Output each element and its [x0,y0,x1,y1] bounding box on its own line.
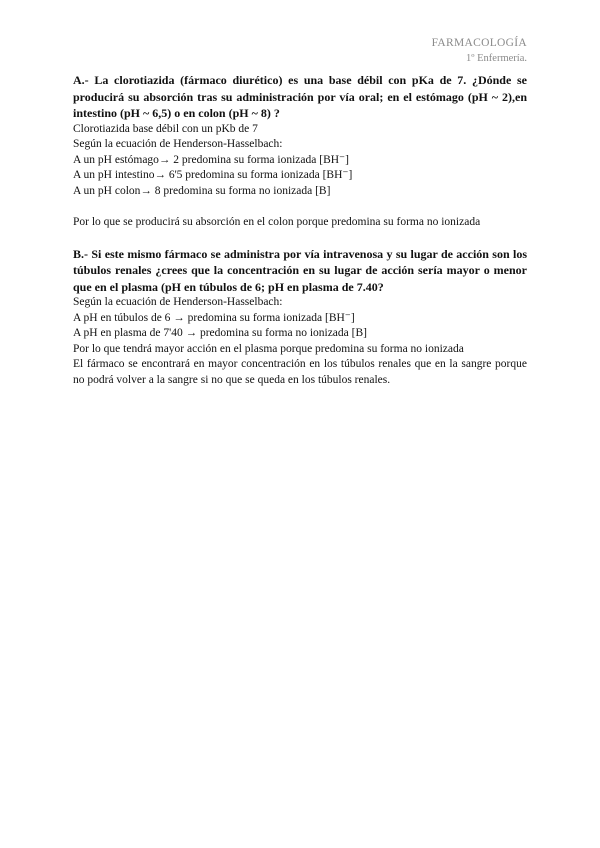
section-b [73,246,527,389]
paragraph-spacer [73,199,527,215]
section-a [73,72,527,231]
answer-b-line: Por lo que tendrá mayor acción en el plasma porque predomina su forma no ionizada [73,342,464,355]
answer-b-line: Según la ecuación de Henderson-Hasselbach: [73,296,283,308]
document-body [73,72,527,388]
question-a: A.- La clorotiazida (fármaco diurético) es una base débil con pKa de 7. ¿Dónde se producirá su absorción tras su administración por vía oral; en el estómago (pH ~ 2),en intestino (pH ~ 6,5) o en colon (pH ~ 8) ? [73,73,527,120]
answer-a-line: A un pH intestino→ 6'5 predomina su forma ionizada [BH⁻] [73,169,353,181]
answer-b-final-paragraph: El fármaco se encontrará en mayor concentración en los túbulos renales que en la sangre porque no podrá volver a la sangre si no que se queda en los túbulos renales. [73,358,527,386]
answer-a-line: Según la ecuación de Henderson-Hasselbach: [73,138,283,150]
answer-a-line: A un pH colon→ 8 predomina su forma no ionizada [B] [73,184,331,197]
answer-a-line: A un pH estómago→ 2 predomina su forma ionizada [BH⁻] [73,153,349,166]
header-course: 1º Enfermería. [466,53,527,64]
answer-a-line: Clorotiazida base débil con un pKb de 7 [73,122,258,135]
answer-b-line: A pH en plasma de 7'40 → predomina su forma no ionizada [B] [73,327,367,339]
question-b: B.- Si este mismo fármaco se administra por vía intravenosa y su lugar de acción son los túbulos renales ¿crees que la concentración en su lugar de acción sería mayor o menor que en el plasma (pH en túbulos de 6; pH en plasma de 7.40? [73,246,527,294]
section-spacer [73,231,527,246]
page-header [432,36,527,66]
header-subject: FARMACOLOGÍA [431,37,527,49]
answer-b-line: A pH en túbulos de 6 → predomina su forma ionizada [BH⁻] [73,311,355,324]
answer-a-conclusion: Por lo que se producirá su absorción en el colon porque predomina su forma no ionizada [73,216,481,228]
